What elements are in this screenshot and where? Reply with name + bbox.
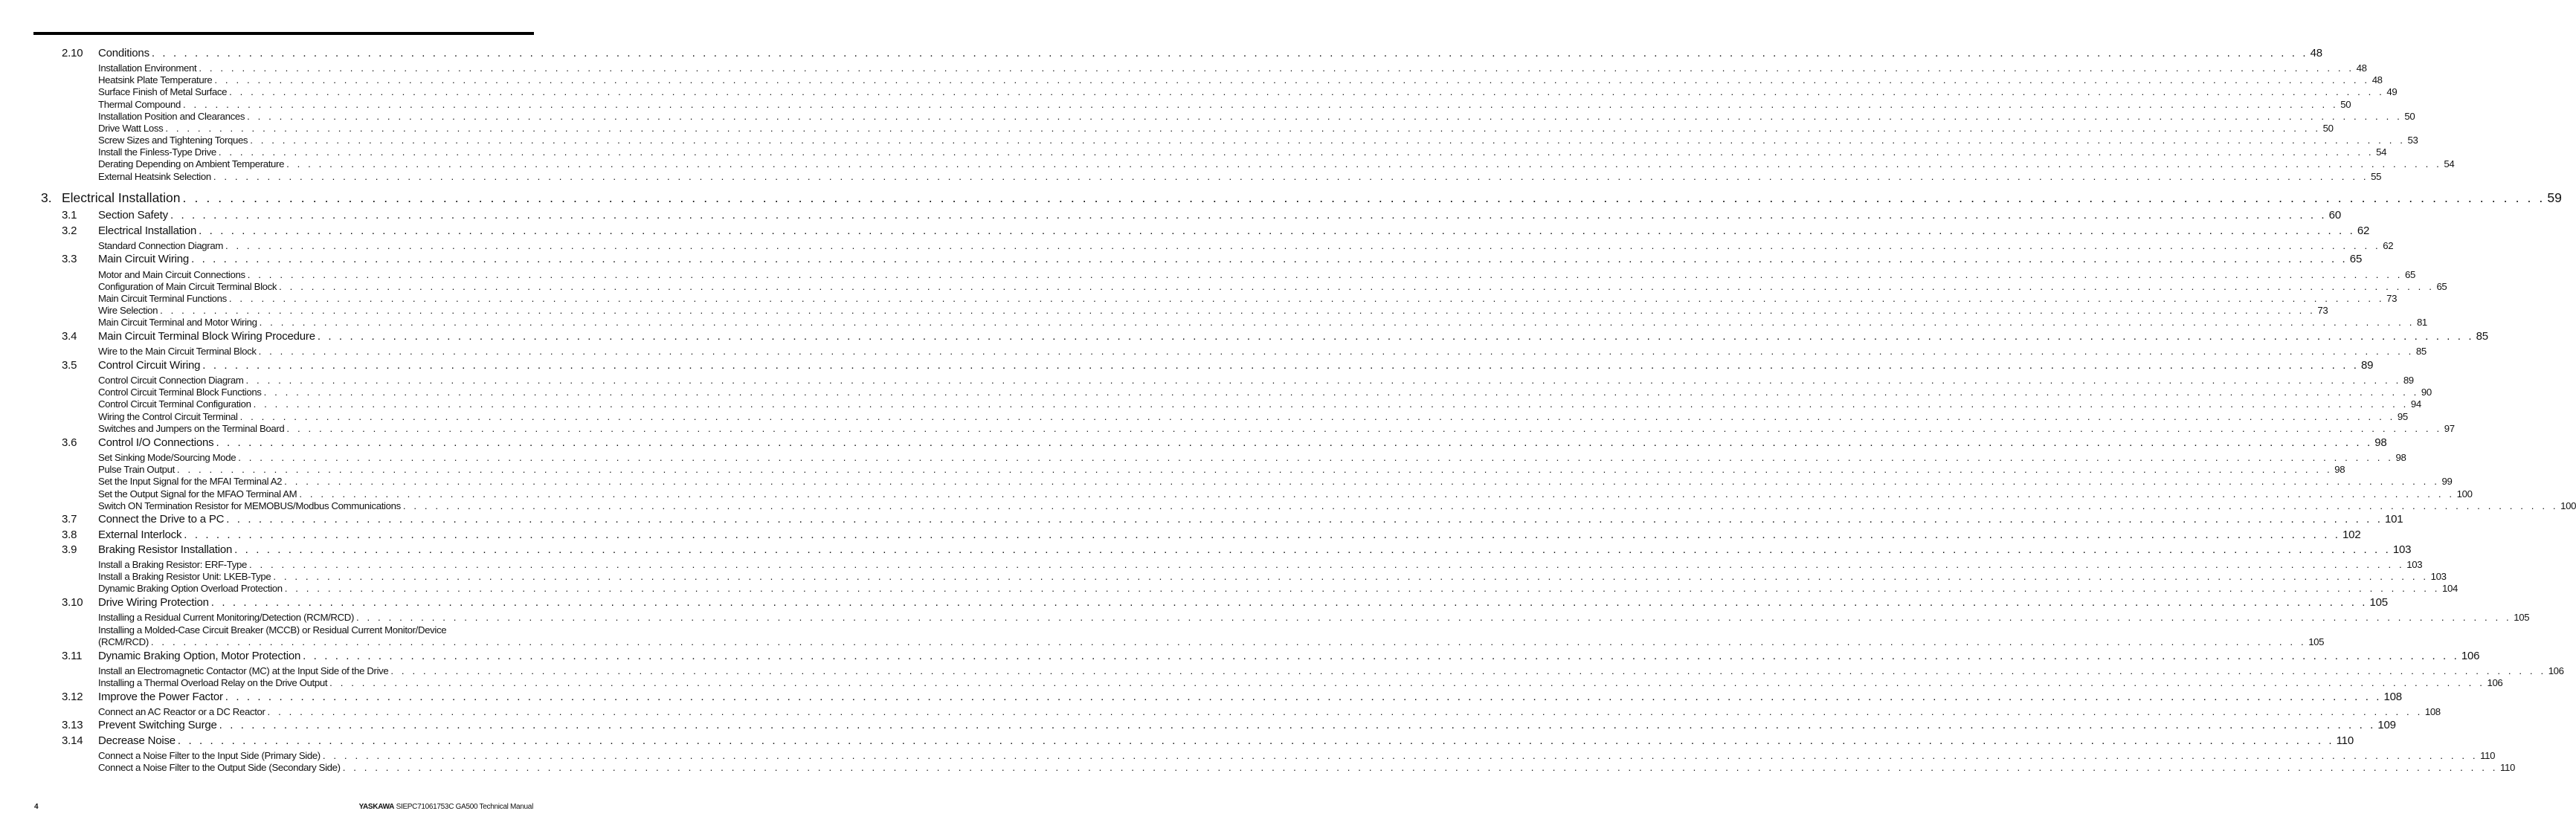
toc-subsection[interactable] [98, 269, 2415, 281]
toc-subsection[interactable] [98, 750, 2496, 762]
toc-subsection[interactable] [98, 762, 2515, 774]
dot-leader: . . . . . . . . . . . . . . . . . . . . . . . . . . . . . . . . . . . . . . . . . . . . . . . . . . . . . . . . . . . . . . . . . . . . . . . . . . . . . . . . . . . . . . . . . . . . . . . . . . . . . . . . . . . . . . . . . . . . . . . . . . . . . . . . . . . . . . . . . . . . . . . . . . . . . . . . . . . . . . . . . . . . . . . . . . . . . . . . . . . . . . . . . . . . . . . . . . . . . . . . [219, 719, 2376, 731]
dot-leader: . . . . . . . . . . . . . . . . . . . . . . . . . . . . . . . . . . . . . . . . . . . . . . . . . . . . . . . . . . . . . . . . . . . . . . . . . . . . . . . . . . . . . . . . . . . . . . . . . . . . . . . . . . . . . . . . . . . . . . . . . . . . . . . . . . . . . . . . . . . . . . . . . . . . . . . . . . . . . . . . . . . . . . . . . . . . . . . . . . . . . . . . . . . . . . . . . . . . . . . . [234, 543, 2391, 556]
toc-subsection[interactable] [98, 240, 2394, 252]
toc-page-number[interactable]: 103 [2392, 543, 2412, 556]
dot-leader: . . . . . . . . . . . . . . . . . . . . . . . . . . . . . . . . . . . . . . . . . . . . . . . . . . . . . . . . . . . . . . . . . . . . . . . . . . . . . . . . . . . . . . . . . . . . . . . . . . . . . . . . . . . . . . . . . . . . . . . . . . . . . . . . . . . . . . . . . . . . . . . . . . . . . . . . . . . . . . . . . . . . . . . . . . . . . . . . . . . . . . . . . . . . . . . . . . . . . . . . [322, 750, 2479, 761]
toc-title[interactable]: Control Circuit Connection Diagram [98, 375, 244, 386]
toc-page-number[interactable]: 99 [2441, 476, 2453, 487]
toc-number: 3. [41, 190, 52, 205]
toc-page-number[interactable]: 65 [2349, 253, 2363, 265]
dot-leader: . . . . . . . . . . . . . . . . . . . . . . . . . . . . . . . . . . . . . . . . . . . . . . . . . . . . . . . . . . . . . . . . . . . . . . . . . . . . . . . . . . . . . . . . . . . . . . . . . . . . . . . . . . . . . . . . . . . . . . . . . . . . . . . . . . . . . . . . . . . . . . . . . . . . . . . . . . . . . . . . . . . . . . . . . . . . . . . . . . . . . . . . . . . . . . . . . . . . . . . . [229, 86, 2385, 97]
toc-subsection[interactable] [98, 111, 2415, 123]
toc-subsection[interactable] [98, 423, 2455, 435]
toc-subsection[interactable] [98, 452, 2406, 464]
toc-page-number[interactable]: 48 [2371, 74, 2383, 85]
toc-number: 3.8 [62, 528, 77, 541]
toc-number: 3.9 [62, 543, 77, 556]
toc-title[interactable]: Install a Braking Resistor Unit: LKEB-Type [98, 571, 271, 582]
footer-doc-title [359, 803, 533, 811]
toc-page-number[interactable]: 101 [2385, 513, 2403, 526]
dot-leader: . . . . . . . . . . . . . . . . . . . . . . . . . . . . . . . . . . . . . . . . . . . . . . . . . . . . . . . . . . . . . . . . . . . . . . . . . . . . . . . . . . . . . . . . . . . . . . . . . . . . . . . . . . . . . . . . . . . . . . . . . . . . . . . . . . . . . . . . . . . . . . . . . . . . . . . . . . . . . . . . . . . . . . . . . . . . . . . . . . . . . . . . . . . . . . . . . . . . . . . . [250, 135, 2406, 146]
dot-leader: . . . . . . . . . . . . . . . . . . . . . . . . . . . . . . . . . . . . . . . . . . . . . . . . . . . . . . . . . . . . . . . . . . . . . . . . . . . . . . . . . . . . . . . . . . . . . . . . . . . . . . . . . . . . . . . . . . . . . . . . . . . . . . . . . . . . . . . . . . . . . . . . . . . . . . . . . . . . . . . . . . . . . . . . . . . . . . . . . . . . . . . . . . . . . . . . . . . . . . . . [199, 62, 2354, 74]
toc-title[interactable]: Dynamic Braking Option Overload Protection [98, 583, 283, 594]
toc-section[interactable] [62, 330, 2488, 343]
toc-title[interactable]: Pulse Train Output [98, 464, 175, 475]
toc-page-number[interactable]: 54 [2376, 146, 2387, 158]
dot-leader: . . . . . . . . . . . . . . . . . . . . . . . . . . . . . . . . . . . . . . . . . . . . . . . . . . . . . . . . . . . . . . . . . . . . . . . . . . . . . . . . . . . . . . . . . . . . . . . . . . . . . . . . . . . . . . . . . . . . . . . . . . . . . . . . . . . . . . . . . . . . . . . . . . . . . . . . . . . . . . . . . . . . . . . . . . . . . . . . . . . . . . . . . . . . . . . . . . . . . . . . [182, 190, 2546, 205]
toc-subsection[interactable] [98, 559, 2423, 571]
toc-title[interactable]: Braking Resistor Installation [98, 543, 233, 556]
toc-page-number[interactable]: 94 [2410, 398, 2421, 410]
toc-title[interactable]: Control Circuit Terminal Configuration [98, 398, 251, 410]
toc-subsection[interactable] [98, 677, 2503, 689]
dot-leader: . . . . . . . . . . . . . . . . . . . . . . . . . . . . . . . . . . . . . . . . . . . . . . . . . . . . . . . . . . . . . . . . . . . . . . . . . . . . . . . . . . . . . . . . . . . . . . . . . . . . . . . . . . . . . . . . . . . . . . . . . . . . . . . . . . . . . . . . . . . . . . . . . . . . . . . . . . . . . . . . . . . . . . . . . . . . . . . . . . . . . . . . . . . . . . . . . . . . . . . . [238, 452, 2394, 463]
dot-leader: . . . . . . . . . . . . . . . . . . . . . . . . . . . . . . . . . . . . . . . . . . . . . . . . . . . . . . . . . . . . . . . . . . . . . . . . . . . . . . . . . . . . . . . . . . . . . . . . . . . . . . . . . . . . . . . . . . . . . . . . . . . . . . . . . . . . . . . . . . . . . . . . . . . . . . . . . . . . . . . . . . . . . . . . . . . . . . . . . . . . . . . . . . . . . . . . . . . . . . . . [267, 706, 2423, 717]
toc-section[interactable] [62, 513, 2403, 526]
dot-leader: . . . . . . . . . . . . . . . . . . . . . . . . . . . . . . . . . . . . . . . . . . . . . . . . . . . . . . . . . . . . . . . . . . . . . . . . . . . . . . . . . . . . . . . . . . . . . . . . . . . . . . . . . . . . . . . . . . . . . . . . . . . . . . . . . . . . . . . . . . . . . . . . . . . . . . . . . . . . . . . . . . . . . . . . . . . . . . . . . . . . . . . . . . . . . . . . . . . . . . . . [165, 123, 2321, 134]
toc-number: 3.14 [62, 734, 83, 747]
dot-leader: . . . . . . . . . . . . . . . . . . . . . . . . . . . . . . . . . . . . . . . . . . . . . . . . . . . . . . . . . . . . . . . . . . . . . . . . . . . . . . . . . . . . . . . . . . . . . . . . . . . . . . . . . . . . . . . . . . . . . . . . . . . . . . . . . . . . . . . . . . . . . . . . . . . . . . . . . . . . . . . . . . . . . . . . . . . . . . . . . . . . . . . . . . . . . . . . . . . . . . . . [210, 596, 2368, 609]
toc-title[interactable]: Drive Wiring Protection [98, 596, 209, 609]
toc-number: 3.11 [62, 650, 83, 662]
dot-leader: . . . . . . . . . . . . . . . . . . . . . . . . . . . . . . . . . . . . . . . . . . . . . . . . . . . . . . . . . . . . . . . . . . . . . . . . . . . . . . . . . . . . . . . . . . . . . . . . . . . . . . . . . . . . . . . . . . . . . . . . . . . . . . . . . . . . . . . . . . . . . . . . . . . . . . . . . . . . . . . . . . . . . . . . . . . . . . . . . . . . . . . . . . . . . . . . . . . . . . . . [273, 571, 2429, 582]
toc-title[interactable]: Drive Watt Loss [98, 123, 164, 134]
toc-title[interactable]: Surface Finish of Metal Surface [98, 86, 228, 97]
toc-subsection[interactable] [98, 86, 2398, 98]
dot-leader: . . . . . . . . . . . . . . . . . . . . . . . . . . . . . . . . . . . . . . . . . . . . . . . . . . . . . . . . . . . . . . . . . . . . . . . . . . . . . . . . . . . . . . . . . . . . . . . . . . . . . . . . . . . . . . . . . . . . . . . . . . . . . . . . . . . . . . . . . . . . . . . . . . . . . . . . . . . . . . . . . . . . . . . . . . . . . . . . . . . . . . . . . . . . . . . . . . . . . . . . [239, 411, 2395, 422]
toc-title[interactable]: Screw Sizes and Tightening Torques [98, 135, 248, 146]
toc-subsection[interactable] [98, 171, 2382, 183]
toc-title[interactable]: Wire to the Main Circuit Terminal Block [98, 346, 257, 357]
dot-leader: . . . . . . . . . . . . . . . . . . . . . . . . . . . . . . . . . . . . . . . . . . . . . . . . . . . . . . . . . . . . . . . . . . . . . . . . . . . . . . . . . . . . . . . . . . . . . . . . . . . . . . . . . . . . . . . . . . . . . . . . . . . . . . . . . . . . . . . . . . . . . . . . . . . . . . . . . . . . . . . . . . . . . . . . . . . . . . . . . . . . . . . . . . . . . . . . . . . . . . . . [299, 488, 2455, 500]
toc-subsection[interactable] [98, 500, 2576, 512]
toc-title[interactable]: Connect a Noise Filter to the Output Side (Secondary Side) [98, 762, 341, 773]
toc-section[interactable] [62, 650, 2480, 663]
toc-page-number[interactable]: 109 [2377, 719, 2396, 731]
toc-subsection[interactable] [98, 123, 2334, 135]
toc-subsection[interactable] [98, 305, 2328, 317]
toc-number: 3.6 [62, 436, 77, 449]
toc-subsection[interactable] [98, 398, 2421, 410]
dot-leader: . . . . . . . . . . . . . . . . . . . . . . . . . . . . . . . . . . . . . . . . . . . . . . . . . . . . . . . . . . . . . . . . . . . . . . . . . . . . . . . . . . . . . . . . . . . . . . . . . . . . . . . . . . . . . . . . . . . . . . . . . . . . . . . . . . . . . . . . . . . . . . . . . . . . . . . . . . . . . . . . . . . . . . . . . . . . . . . . . . . . . . . . . . . . . . . . . . . . . . . . [184, 528, 2341, 541]
dot-leader: . . . . . . . . . . . . . . . . . . . . . . . . . . . . . . . . . . . . . . . . . . . . . . . . . . . . . . . . . . . . . . . . . . . . . . . . . . . . . . . . . . . . . . . . . . . . . . . . . . . . . . . . . . . . . . . . . . . . . . . . . . . . . . . . . . . . . . . . . . . . . . . . . . . . . . . . . . . . . . . . . . . . . . . . . . . . . . . . . . . . . . . . . . . . . . . . . . . . . . . . [284, 476, 2440, 487]
toc-number: 2.10 [62, 47, 83, 59]
toc-title[interactable]: Set Sinking Mode/Sourcing Mode [98, 452, 236, 463]
toc-subsection[interactable] [98, 476, 2453, 488]
dot-leader: . . . . . . . . . . . . . . . . . . . . . . . . . . . . . . . . . . . . . . . . . . . . . . . . . . . . . . . . . . . . . . . . . . . . . . . . . . . . . . . . . . . . . . . . . . . . . . . . . . . . . . . . . . . . . . . . . . . . . . . . . . . . . . . . . . . . . . . . . . . . . . . . . . . . . . . . . . . . . . . . . . . . . . . . . . . . . . . . . . . . . . . . . . . . . . . . . . . . . . . . [247, 269, 2403, 280]
toc-subsection[interactable] [98, 375, 2414, 387]
footer-page-number: 4 [34, 803, 39, 811]
footer-manual-name: SIEPC71061753C GA500 Technical Manual [396, 803, 533, 811]
toc-title[interactable]: Connect an AC Reactor or a DC Reactor [98, 706, 265, 717]
toc-section[interactable] [62, 734, 2354, 748]
toc-page-number[interactable]: 95 [2397, 411, 2408, 422]
toc-title[interactable]: Installing a Residual Current Monitoring/Detection (RCM/RCD) [98, 612, 354, 623]
toc-page-number[interactable]: 97 [2444, 423, 2455, 434]
toc-page-number[interactable]: 89 [2403, 375, 2414, 386]
dot-leader: . . . . . . . . . . . . . . . . . . . . . . . . . . . . . . . . . . . . . . . . . . . . . . . . . . . . . . . . . . . . . . . . . . . . . . . . . . . . . . . . . . . . . . . . . . . . . . . . . . . . . . . . . . . . . . . . . . . . . . . . . . . . . . . . . . . . . . . . . . . . . . . . . . . . . . . . . . . . . . . . . . . . . . . . . . . . . . . . . . . . . . . . . . . . . . . . . . . . . . . . [202, 359, 2360, 372]
toc-title[interactable]: External Heatsink Selection [98, 171, 211, 182]
toc-page-number[interactable]: 50 [2404, 111, 2415, 122]
dot-leader: . . . . . . . . . . . . . . . . . . . . . . . . . . . . . . . . . . . . . . . . . . . . . . . . . . . . . . . . . . . . . . . . . . . . . . . . . . . . . . . . . . . . . . . . . . . . . . . . . . . . . . . . . . . . . . . . . . . . . . . . . . . . . . . . . . . . . . . . . . . . . . . . . . . . . . . . . . . . . . . . . . . . . . . . . . . . . . . . . . . . . . . . . . . . . . . . . . . . . . . . [226, 513, 2383, 526]
toc-page-number[interactable]: 105 [2308, 636, 2325, 647]
toc-title[interactable]: Switches and Jumpers on the Terminal Board [98, 423, 285, 434]
toc-page-number[interactable]: 106 [2548, 665, 2564, 676]
toc-subsection[interactable] [98, 293, 2398, 305]
toc-subsection[interactable] [98, 74, 2383, 86]
toc-title[interactable]: Dynamic Braking Option, Motor Protection [98, 650, 301, 662]
toc-entry-first-line: Installing a Molded-Case Circuit Breaker (MCCB) or Residual Current Monitor/Device [98, 624, 447, 636]
toc-title[interactable]: Main Circuit Wiring [98, 253, 190, 265]
toc-page-number[interactable]: 108 [2424, 706, 2441, 717]
dot-leader: . . . . . . . . . . . . . . . . . . . . . . . . . . . . . . . . . . . . . . . . . . . . . . . . . . . . . . . . . . . . . . . . . . . . . . . . . . . . . . . . . . . . . . . . . . . . . . . . . . . . . . . . . . . . . . . . . . . . . . . . . . . . . . . . . . . . . . . . . . . . . . . . . . . . . . . . . . . . . . . . . . . . . . . . . . . . . . . . . . . . . . . . . . . . . . . . . . . . . . . . [317, 330, 2474, 343]
toc-title[interactable]: Decrease Noise [98, 734, 176, 747]
toc-title[interactable]: Connect a Noise Filter to the Input Side (Primary Side) [98, 750, 321, 761]
toc-page-number[interactable]: 110 [2336, 734, 2354, 747]
toc-title[interactable]: Motor and Main Circuit Connections [98, 269, 245, 280]
dot-leader: . . . . . . . . . . . . . . . . . . . . . . . . . . . . . . . . . . . . . . . . . . . . . . . . . . . . . . . . . . . . . . . . . . . . . . . . . . . . . . . . . . . . . . . . . . . . . . . . . . . . . . . . . . . . . . . . . . . . . . . . . . . . . . . . . . . . . . . . . . . . . . . . . . . . . . . . . . . . . . . . . . . . . . . . . . . . . . . . . . . . . . . . . . . . . . . . . . . . . . . . [225, 691, 2382, 703]
toc-number: 3.12 [62, 691, 83, 703]
toc-subsection[interactable] [98, 158, 2455, 170]
toc-number: 3.3 [62, 253, 77, 265]
toc-section[interactable] [62, 359, 2374, 372]
toc-title[interactable]: Connect the Drive to a PC [98, 513, 225, 526]
toc-title[interactable]: Control Circuit Wiring [98, 359, 201, 372]
toc-subsection[interactable] [98, 99, 2351, 111]
toc-number: 3.10 [62, 596, 83, 609]
toc-page-number[interactable]: 89 [2361, 359, 2374, 372]
toc-number: 3.13 [62, 719, 83, 731]
toc-page-number[interactable]: 73 [2386, 293, 2398, 304]
toc-subsection[interactable] [98, 346, 2427, 358]
dot-leader: . . . . . . . . . . . . . . . . . . . . . . . . . . . . . . . . . . . . . . . . . . . . . . . . . . . . . . . . . . . . . . . . . . . . . . . . . . . . . . . . . . . . . . . . . . . . . . . . . . . . . . . . . . . . . . . . . . . . . . . . . . . . . . . . . . . . . . . . . . . . . . . . . . . . . . . . . . . . . . . . . . . . . . . . . . . . . . . . . . . . . . . . . . . . . . . . . . . . . . . . [286, 158, 2442, 169]
dot-leader: . . . . . . . . . . . . . . . . . . . . . . . . . . . . . . . . . . . . . . . . . . . . . . . . . . . . . . . . . . . . . . . . . . . . . . . . . . . . . . . . . . . . . . . . . . . . . . . . . . . . . . . . . . . . . . . . . . . . . . . . . . . . . . . . . . . . . . . . . . . . . . . . . . . . . . . . . . . . . . . . . . . . . . . . . . . . . . . . . . . . . . . . . . . . . . . . . . . . . . . . [402, 500, 2559, 511]
dot-leader: . . . . . . . . . . . . . . . . . . . . . . . . . . . . . . . . . . . . . . . . . . . . . . . . . . . . . . . . . . . . . . . . . . . . . . . . . . . . . . . . . . . . . . . . . . . . . . . . . . . . . . . . . . . . . . . . . . . . . . . . . . . . . . . . . . . . . . . . . . . . . . . . . . . . . . . . . . . . . . . . . . . . . . . . . . . . . . . . . . . . . . . . . . . . . . . . . . . . . . . . [356, 612, 2512, 623]
dot-leader: . . . . . . . . . . . . . . . . . . . . . . . . . . . . . . . . . . . . . . . . . . . . . . . . . . . . . . . . . . . . . . . . . . . . . . . . . . . . . . . . . . . . . . . . . . . . . . . . . . . . . . . . . . . . . . . . . . . . . . . . . . . . . . . . . . . . . . . . . . . . . . . . . . . . . . . . . . . . . . . . . . . . . . . . . . . . . . . . . . . . . . . . . . . . . . . . . . . . . . . . [247, 111, 2403, 122]
toc-section[interactable] [62, 691, 2402, 704]
toc-page-number[interactable]: 60 [2328, 209, 2341, 222]
toc-section[interactable] [62, 47, 2322, 60]
toc-section[interactable] [62, 253, 2363, 266]
toc-section[interactable] [62, 719, 2396, 732]
toc-title[interactable]: Installation Position and Clearances [98, 111, 245, 122]
toc-title[interactable]: Install an Electromagnetic Contactor (MC) at the Input Side of the Drive [98, 665, 389, 676]
toc-page-number[interactable]: 100 [2456, 488, 2473, 500]
dot-leader: . . . . . . . . . . . . . . . . . . . . . . . . . . . . . . . . . . . . . . . . . . . . . . . . . . . . . . . . . . . . . . . . . . . . . . . . . . . . . . . . . . . . . . . . . . . . . . . . . . . . . . . . . . . . . . . . . . . . . . . . . . . . . . . . . . . . . . . . . . . . . . . . . . . . . . . . . . . . . . . . . . . . . . . . . . . . . . . . . . . . . . . . . . . . . . . . . . . . . . . . [177, 734, 2334, 747]
toc-subsection[interactable] [98, 583, 2458, 595]
toc-page-number[interactable]: 48 [2356, 62, 2367, 74]
toc-title[interactable]: Prevent Switching Surge [98, 719, 217, 731]
toc-title[interactable]: Electrical Installation [98, 224, 197, 237]
toc-title[interactable]: Set the Input Signal for the MFAI Terminal A2 [98, 476, 283, 487]
dot-leader: . . . . . . . . . . . . . . . . . . . . . . . . . . . . . . . . . . . . . . . . . . . . . . . . . . . . . . . . . . . . . . . . . . . . . . . . . . . . . . . . . . . . . . . . . . . . . . . . . . . . . . . . . . . . . . . . . . . . . . . . . . . . . . . . . . . . . . . . . . . . . . . . . . . . . . . . . . . . . . . . . . . . . . . . . . . . . . . . . . . . . . . . . . . . . . . . . . . . . . . . [286, 423, 2442, 434]
toc-title[interactable]: Configuration of Main Circuit Terminal Block [98, 281, 277, 292]
toc-title[interactable]: Heatsink Plate Temperature [98, 74, 213, 85]
toc-page-number[interactable]: 55 [2371, 171, 2382, 182]
toc-subsection[interactable] [98, 488, 2473, 500]
toc-title[interactable]: Installation Environment [98, 62, 197, 74]
dot-leader: . . . . . . . . . . . . . . . . . . . . . . . . . . . . . . . . . . . . . . . . . . . . . . . . . . . . . . . . . . . . . . . . . . . . . . . . . . . . . . . . . . . . . . . . . . . . . . . . . . . . . . . . . . . . . . . . . . . . . . . . . . . . . . . . . . . . . . . . . . . . . . . . . . . . . . . . . . . . . . . . . . . . . . . . . . . . . . . . . . . . . . . . . . . . . . . . . . . . . . . . [214, 74, 2370, 85]
toc-title[interactable]: External Interlock [98, 528, 182, 541]
dot-leader: . . . . . . . . . . . . . . . . . . . . . . . . . . . . . . . . . . . . . . . . . . . . . . . . . . . . . . . . . . . . . . . . . . . . . . . . . . . . . . . . . . . . . . . . . . . . . . . . . . . . . . . . . . . . . . . . . . . . . . . . . . . . . . . . . . . . . . . . . . . . . . . . . . . . . . . . . . . . . . . . . . . . . . . . . . . . . . . . . . . . . . . . . . . . . . . . . . . . . . . . [329, 677, 2485, 688]
toc-page-number[interactable]: 62 [2357, 224, 2370, 237]
dot-leader: . . . . . . . . . . . . . . . . . . . . . . . . . . . . . . . . . . . . . . . . . . . . . . . . . . . . . . . . . . . . . . . . . . . . . . . . . . . . . . . . . . . . . . . . . . . . . . . . . . . . . . . . . . . . . . . . . . . . . . . . . . . . . . . . . . . . . . . . . . . . . . . . . . . . . . . . . . . . . . . . . . . . . . . . . . . . . . . . . . . . . . . . . . . . . . . . . . . . . . . . [199, 224, 2355, 237]
dot-leader: . . . . . . . . . . . . . . . . . . . . . . . . . . . . . . . . . . . . . . . . . . . . . . . . . . . . . . . . . . . . . . . . . . . . . . . . . . . . . . . . . . . . . . . . . . . . . . . . . . . . . . . . . . . . . . . . . . . . . . . . . . . . . . . . . . . . . . . . . . . . . . . . . . . . . . . . . . . . . . . . . . . . . . . . . . . . . . . . . . . . . . . . . . . . . . . . . . . . . . . . [253, 398, 2409, 410]
toc-title[interactable]: Wiring the Control Circuit Terminal [98, 411, 238, 422]
toc-subsection[interactable] [98, 411, 2408, 423]
toc-section[interactable] [62, 224, 2370, 238]
dot-leader: . . . . . . . . . . . . . . . . . . . . . . . . . . . . . . . . . . . . . . . . . . . . . . . . . . . . . . . . . . . . . . . . . . . . . . . . . . . . . . . . . . . . . . . . . . . . . . . . . . . . . . . . . . . . . . . . . . . . . . . . . . . . . . . . . . . . . . . . . . . . . . . . . . . . . . . . . . . . . . . . . . . . . . . . . . . . . . . . . . . . . . . . . . . . . . . . . . . . . . . . [259, 317, 2415, 328]
dot-leader: . . . . . . . . . . . . . . . . . . . . . . . . . . . . . . . . . . . . . . . . . . . . . . . . . . . . . . . . . . . . . . . . . . . . . . . . . . . . . . . . . . . . . . . . . . . . . . . . . . . . . . . . . . . . . . . . . . . . . . . . . . . . . . . . . . . . . . . . . . . . . . . . . . . . . . . . . . . . . . . . . . . . . . . . . . . . . . . . . . . . . . . . . . . . . . . . . . . . . . . . [150, 636, 2307, 647]
toc-title[interactable]: Control Circuit Terminal Block Functions [98, 387, 262, 398]
toc-page-number[interactable]: 100 [2560, 500, 2576, 511]
toc-subsection[interactable] [98, 612, 2530, 624]
toc-subsection[interactable] [98, 665, 2564, 677]
dot-leader: . . . . . . . . . . . . . . . . . . . . . . . . . . . . . . . . . . . . . . . . . . . . . . . . . . . . . . . . . . . . . . . . . . . . . . . . . . . . . . . . . . . . . . . . . . . . . . . . . . . . . . . . . . . . . . . . . . . . . . . . . . . . . . . . . . . . . . . . . . . . . . . . . . . . . . . . . . . . . . . . . . . . . . . . . . . . . . . . . . . . . . . . . . . . . . . . . . . . . . . . [151, 47, 2308, 59]
dot-leader: . . . . . . . . . . . . . . . . . . . . . . . . . . . . . . . . . . . . . . . . . . . . . . . . . . . . . . . . . . . . . . . . . . . . . . . . . . . . . . . . . . . . . . . . . . . . . . . . . . . . . . . . . . . . . . . . . . . . . . . . . . . . . . . . . . . . . . . . . . . . . . . . . . . . . . . . . . . . . . . . . . . . . . . . . . . . . . . . . . . . . . . . . . . . . . . . . . . . . . . . [216, 436, 2373, 449]
toc-number: 3.5 [62, 359, 77, 372]
toc-page-number[interactable]: 90 [2421, 387, 2432, 398]
toc-title[interactable]: Install the Finless-Type Drive [98, 146, 216, 158]
toc-page-number[interactable]: 108 [2383, 691, 2402, 703]
dot-leader: . . . . . . . . . . . . . . . . . . . . . . . . . . . . . . . . . . . . . . . . . . . . . . . . . . . . . . . . . . . . . . . . . . . . . . . . . . . . . . . . . . . . . . . . . . . . . . . . . . . . . . . . . . . . . . . . . . . . . . . . . . . . . . . . . . . . . . . . . . . . . . . . . . . . . . . . . . . . . . . . . . . . . . . . . . . . . . . . . . . . . . . . . . . . . . . . . . . . . . . . [213, 171, 2369, 182]
toc-title[interactable]: Control I/O Connections [98, 436, 214, 449]
toc-section[interactable] [62, 596, 2388, 610]
toc-page-number[interactable]: 104 [2442, 583, 2458, 594]
dot-leader: . . . . . . . . . . . . . . . . . . . . . . . . . . . . . . . . . . . . . . . . . . . . . . . . . . . . . . . . . . . . . . . . . . . . . . . . . . . . . . . . . . . . . . . . . . . . . . . . . . . . . . . . . . . . . . . . . . . . . . . . . . . . . . . . . . . . . . . . . . . . . . . . . . . . . . . . . . . . . . . . . . . . . . . . . . . . . . . . . . . . . . . . . . . . . . . . . . . . . . . . [248, 559, 2405, 570]
toc-section[interactable] [62, 209, 2341, 222]
toc-page-number[interactable]: 110 [2480, 750, 2496, 761]
toc-page-number[interactable]: 98 [2395, 452, 2406, 463]
toc-title[interactable]: Main Circuit Terminal Functions [98, 293, 227, 304]
toc-title[interactable]: Standard Connection Diagram [98, 240, 223, 251]
toc-title[interactable]: Thermal Compound [98, 99, 181, 110]
dot-leader: . . . . . . . . . . . . . . . . . . . . . . . . . . . . . . . . . . . . . . . . . . . . . . . . . . . . . . . . . . . . . . . . . . . . . . . . . . . . . . . . . . . . . . . . . . . . . . . . . . . . . . . . . . . . . . . . . . . . . . . . . . . . . . . . . . . . . . . . . . . . . . . . . . . . . . . . . . . . . . . . . . . . . . . . . . . . . . . . . . . . . . . . . . . . . . . . . . . . . . . . [258, 346, 2414, 357]
toc-subsection[interactable] [98, 636, 2325, 648]
dot-leader: . . . . . . . . . . . . . . . . . . . . . . . . . . . . . . . . . . . . . . . . . . . . . . . . . . . . . . . . . . . . . . . . . . . . . . . . . . . . . . . . . . . . . . . . . . . . . . . . . . . . . . . . . . . . . . . . . . . . . . . . . . . . . . . . . . . . . . . . . . . . . . . . . . . . . . . . . . . . . . . . . . . . . . . . . . . . . . . . . . . . . . . . . . . . . . . . . . . . . . . . [263, 387, 2419, 398]
toc-title[interactable]: Conditions [98, 47, 149, 59]
toc-subsection[interactable] [98, 387, 2432, 398]
toc-section[interactable] [62, 543, 2412, 557]
toc-page-number[interactable]: 65 [2436, 281, 2447, 292]
toc-page-number[interactable]: 81 [2416, 317, 2427, 328]
dot-leader: . . . . . . . . . . . . . . . . . . . . . . . . . . . . . . . . . . . . . . . . . . . . . . . . . . . . . . . . . . . . . . . . . . . . . . . . . . . . . . . . . . . . . . . . . . . . . . . . . . . . . . . . . . . . . . . . . . . . . . . . . . . . . . . . . . . . . . . . . . . . . . . . . . . . . . . . . . . . . . . . . . . . . . . . . . . . . . . . . . . . . . . . . . . . . . . . . . . . . . . . [182, 99, 2339, 110]
toc-page-number[interactable]: 98 [2334, 464, 2345, 475]
dot-leader: . . . . . . . . . . . . . . . . . . . . . . . . . . . . . . . . . . . . . . . . . . . . . . . . . . . . . . . . . . . . . . . . . . . . . . . . . . . . . . . . . . . . . . . . . . . . . . . . . . . . . . . . . . . . . . . . . . . . . . . . . . . . . . . . . . . . . . . . . . . . . . . . . . . . . . . . . . . . . . . . . . . . . . . . . . . . . . . . . . . . . . . . . . . . . . . . . . . . . . . . [390, 665, 2546, 676]
toc-page-number[interactable]: 59 [2547, 190, 2562, 205]
toc-page-number[interactable]: 85 [2476, 330, 2488, 343]
toc-title[interactable]: Improve the Power Factor [98, 691, 223, 703]
toc-title[interactable]: Derating Depending on Ambient Temperature [98, 158, 285, 169]
toc-subsection[interactable] [98, 146, 2387, 158]
toc-title[interactable]: Main Circuit Terminal and Motor Wiring [98, 317, 257, 328]
dot-leader: . . . . . . . . . . . . . . . . . . . . . . . . . . . . . . . . . . . . . . . . . . . . . . . . . . . . . . . . . . . . . . . . . . . . . . . . . . . . . . . . . . . . . . . . . . . . . . . . . . . . . . . . . . . . . . . . . . . . . . . . . . . . . . . . . . . . . . . . . . . . . . . . . . . . . . . . . . . . . . . . . . . . . . . . . . . . . . . . . . . . . . . . . . . . . . . . . . . . . . . . [342, 762, 2498, 773]
dot-leader: . . . . . . . . . . . . . . . . . . . . . . . . . . . . . . . . . . . . . . . . . . . . . . . . . . . . . . . . . . . . . . . . . . . . . . . . . . . . . . . . . . . . . . . . . . . . . . . . . . . . . . . . . . . . . . . . . . . . . . . . . . . . . . . . . . . . . . . . . . . . . . . . . . . . . . . . . . . . . . . . . . . . . . . . . . . . . . . . . . . . . . . . . . . . . . . . . . . . . . . . [279, 281, 2435, 292]
toc-subsection[interactable] [98, 317, 2427, 329]
toc-title[interactable]: Set the Output Signal for the MFAO Terminal AM [98, 488, 297, 500]
toc-page-number[interactable]: 73 [2317, 305, 2328, 316]
dot-leader: . . . . . . . . . . . . . . . . . . . . . . . . . . . . . . . . . . . . . . . . . . . . . . . . . . . . . . . . . . . . . . . . . . . . . . . . . . . . . . . . . . . . . . . . . . . . . . . . . . . . . . . . . . . . . . . . . . . . . . . . . . . . . . . . . . . . . . . . . . . . . . . . . . . . . . . . . . . . . . . . . . . . . . . . . . . . . . . . . . . . . . . . . . . . . . . . . . . . . . . . [170, 209, 2327, 222]
toc-title[interactable]: Main Circuit Terminal Block Wiring Procedure [98, 330, 315, 343]
dot-leader: . . . . . . . . . . . . . . . . . . . . . . . . . . . . . . . . . . . . . . . . . . . . . . . . . . . . . . . . . . . . . . . . . . . . . . . . . . . . . . . . . . . . . . . . . . . . . . . . . . . . . . . . . . . . . . . . . . . . . . . . . . . . . . . . . . . . . . . . . . . . . . . . . . . . . . . . . . . . . . . . . . . . . . . . . . . . . . . . . . . . . . . . . . . . . . . . . . . . . . . . [228, 293, 2385, 304]
toc-page-number[interactable]: 98 [2374, 436, 2387, 449]
toc-section[interactable] [62, 436, 2387, 450]
toc-page-number[interactable]: 65 [2405, 269, 2415, 280]
toc-number: 3.2 [62, 224, 77, 237]
dot-leader: . . . . . . . . . . . . . . . . . . . . . . . . . . . . . . . . . . . . . . . . . . . . . . . . . . . . . . . . . . . . . . . . . . . . . . . . . . . . . . . . . . . . . . . . . . . . . . . . . . . . . . . . . . . . . . . . . . . . . . . . . . . . . . . . . . . . . . . . . . . . . . . . . . . . . . . . . . . . . . . . . . . . . . . . . . . . . . . . . . . . . . . . . . . . . . . . . . . . . . . . [245, 375, 2401, 386]
toc-title[interactable]: Installing a Thermal Overload Relay on the Drive Output [98, 677, 328, 688]
toc-page-number[interactable]: 105 [2369, 596, 2388, 609]
footer-brand: YASKAWA [358, 803, 395, 811]
toc-subsection[interactable] [98, 706, 2441, 718]
toc-subsection[interactable] [98, 135, 2418, 146]
dot-leader: . . . . . . . . . . . . . . . . . . . . . . . . . . . . . . . . . . . . . . . . . . . . . . . . . . . . . . . . . . . . . . . . . . . . . . . . . . . . . . . . . . . . . . . . . . . . . . . . . . . . . . . . . . . . . . . . . . . . . . . . . . . . . . . . . . . . . . . . . . . . . . . . . . . . . . . . . . . . . . . . . . . . . . . . . . . . . . . . . . . . . . . . . . . . . . . . . . . . . . . . [284, 583, 2441, 594]
dot-leader: . . . . . . . . . . . . . . . . . . . . . . . . . . . . . . . . . . . . . . . . . . . . . . . . . . . . . . . . . . . . . . . . . . . . . . . . . . . . . . . . . . . . . . . . . . . . . . . . . . . . . . . . . . . . . . . . . . . . . . . . . . . . . . . . . . . . . . . . . . . . . . . . . . . . . . . . . . . . . . . . . . . . . . . . . . . . . . . . . . . . . . . . . . . . . . . . . . . . . . . . [303, 650, 2459, 662]
toc-number: 3.1 [62, 209, 77, 222]
toc-page-number[interactable]: 53 [2407, 135, 2418, 146]
toc-number: 3.4 [62, 330, 77, 343]
toc-page-number[interactable]: 62 [2383, 240, 2394, 251]
toc-subsection[interactable] [98, 464, 2345, 476]
toc-title[interactable]: Install a Braking Resistor: ERF-Type [98, 559, 247, 570]
toc-title[interactable]: Switch ON Termination Resistor for MEMOBUS/Modbus Communications [98, 500, 401, 511]
toc-number: 3.7 [62, 513, 77, 526]
toc-page-number[interactable]: 49 [2386, 86, 2398, 97]
toc-title[interactable]: Wire Selection [98, 305, 158, 316]
toc-page-number[interactable]: 50 [2322, 123, 2334, 134]
toc-page-number[interactable]: 103 [2406, 559, 2423, 570]
toc-subsection[interactable] [98, 62, 2367, 74]
toc-subsection[interactable] [98, 281, 2447, 293]
toc-title[interactable]: (RCM/RCD) [98, 636, 149, 647]
toc-subsection[interactable] [98, 571, 2447, 583]
toc-title[interactable]: Section Safety [98, 209, 168, 222]
toc-page-number[interactable]: 50 [2340, 99, 2351, 110]
dot-leader: . . . . . . . . . . . . . . . . . . . . . . . . . . . . . . . . . . . . . . . . . . . . . . . . . . . . . . . . . . . . . . . . . . . . . . . . . . . . . . . . . . . . . . . . . . . . . . . . . . . . . . . . . . . . . . . . . . . . . . . . . . . . . . . . . . . . . . . . . . . . . . . . . . . . . . . . . . . . . . . . . . . . . . . . . . . . . . . . . . . . . . . . . . . . . . . . . . . . . . . . [160, 305, 2316, 316]
toc-page-number[interactable]: 110 [2499, 762, 2515, 773]
dot-leader: . . . . . . . . . . . . . . . . . . . . . . . . . . . . . . . . . . . . . . . . . . . . . . . . . . . . . . . . . . . . . . . . . . . . . . . . . . . . . . . . . . . . . . . . . . . . . . . . . . . . . . . . . . . . . . . . . . . . . . . . . . . . . . . . . . . . . . . . . . . . . . . . . . . . . . . . . . . . . . . . . . . . . . . . . . . . . . . . . . . . . . . . . . . . . . . . . . . . . . . . [218, 146, 2374, 158]
dot-leader: . . . . . . . . . . . . . . . . . . . . . . . . . . . . . . . . . . . . . . . . . . . . . . . . . . . . . . . . . . . . . . . . . . . . . . . . . . . . . . . . . . . . . . . . . . . . . . . . . . . . . . . . . . . . . . . . . . . . . . . . . . . . . . . . . . . . . . . . . . . . . . . . . . . . . . . . . . . . . . . . . . . . . . . . . . . . . . . . . . . . . . . . . . . . . . . . . . . . . . . . [191, 253, 2348, 265]
toc-title[interactable]: Electrical Installation [62, 190, 181, 205]
dot-leader: . . . . . . . . . . . . . . . . . . . . . . . . . . . . . . . . . . . . . . . . . . . . . . . . . . . . . . . . . . . . . . . . . . . . . . . . . . . . . . . . . . . . . . . . . . . . . . . . . . . . . . . . . . . . . . . . . . . . . . . . . . . . . . . . . . . . . . . . . . . . . . . . . . . . . . . . . . . . . . . . . . . . . . . . . . . . . . . . . . . . . . . . . . . . . . . . . . . . . . . . [176, 464, 2333, 475]
toc-chapter[interactable] [41, 190, 2562, 207]
toc-page-number[interactable]: 106 [2487, 677, 2503, 688]
header-rule [33, 32, 534, 35]
toc-page-number[interactable]: 105 [2514, 612, 2530, 623]
toc-page-number[interactable]: 54 [2444, 158, 2455, 169]
toc-page-number[interactable]: 106 [2461, 650, 2480, 662]
toc-page-number[interactable]: 48 [2310, 47, 2322, 59]
dot-leader: . . . . . . . . . . . . . . . . . . . . . . . . . . . . . . . . . . . . . . . . . . . . . . . . . . . . . . . . . . . . . . . . . . . . . . . . . . . . . . . . . . . . . . . . . . . . . . . . . . . . . . . . . . . . . . . . . . . . . . . . . . . . . . . . . . . . . . . . . . . . . . . . . . . . . . . . . . . . . . . . . . . . . . . . . . . . . . . . . . . . . . . . . . . . . . . . . . . . . . . . [225, 240, 2381, 251]
toc-page-number[interactable]: 103 [2430, 571, 2447, 582]
toc-page-number[interactable]: 102 [2342, 528, 2361, 541]
toc-page-number[interactable]: 85 [2415, 346, 2427, 357]
toc-section[interactable] [62, 528, 2361, 542]
